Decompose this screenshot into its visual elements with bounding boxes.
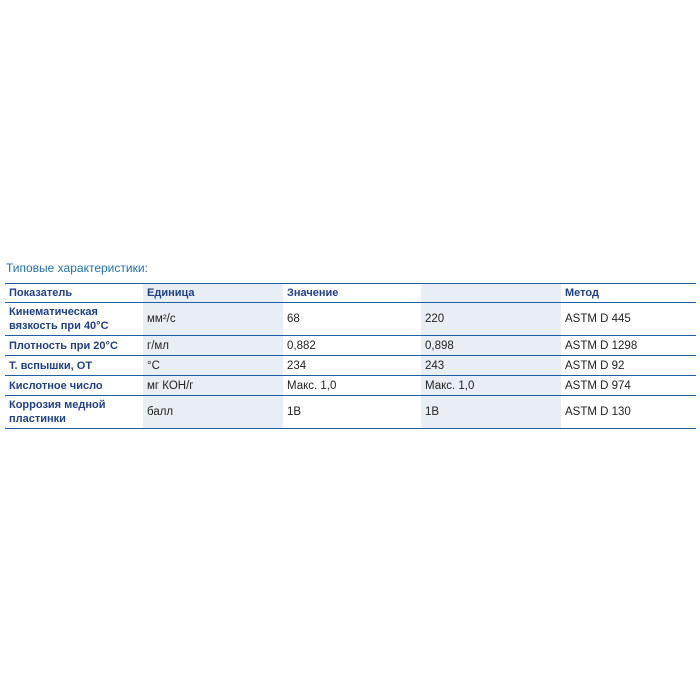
table-row: [5, 376, 696, 396]
indicator-cell: Кислотное число: [9, 379, 103, 392]
indicator-cell: Т. вспышки, ОТ: [9, 359, 93, 372]
indicator-cell: Кинематическая вязкость при 40°C: [9, 306, 109, 332]
header-unit: Единица: [143, 284, 283, 303]
method-cell: ASTM D 1298: [565, 339, 638, 352]
value1-cell: 234: [287, 359, 307, 372]
unit-cell: балл: [143, 396, 283, 429]
method-cell: ASTM D 130: [565, 406, 631, 418]
indicator-cell: Коррозия медной пластинки: [9, 399, 106, 425]
indicator-cell: Плотность при 20°C: [9, 339, 118, 352]
value2-cell: 1B: [421, 396, 561, 429]
table-header-row: [5, 284, 696, 303]
table-row: [5, 336, 696, 356]
value2-cell: 0,898: [421, 336, 561, 356]
value2-cell: Макс. 1,0: [421, 376, 561, 396]
method-cell: ASTM D 445: [565, 313, 631, 325]
value1-cell: Макс. 1,0: [287, 379, 337, 392]
section-title: Типовые характеристики:: [6, 261, 148, 275]
value2-cell: 243: [421, 356, 561, 376]
header-value: Значение: [287, 287, 339, 299]
method-cell: ASTM D 92: [565, 359, 625, 372]
table-row: [5, 303, 696, 336]
unit-cell: мг КОН/г: [143, 376, 283, 396]
unit-cell: мм²/с: [143, 303, 283, 336]
value1-cell: 0,882: [287, 339, 316, 352]
unit-cell: °C: [143, 356, 283, 376]
value2-cell: 220: [421, 303, 561, 336]
specifications-table: [5, 283, 696, 429]
table-row: [5, 396, 696, 429]
value1-cell: 1B: [287, 406, 302, 418]
value1-cell: 68: [287, 313, 300, 325]
header-value-2: [421, 284, 561, 303]
table-row: [5, 356, 696, 376]
header-method: Метод: [565, 287, 599, 299]
method-cell: ASTM D 974: [565, 379, 631, 392]
header-indicator: Показатель: [9, 287, 73, 299]
unit-cell: г/мл: [143, 336, 283, 356]
